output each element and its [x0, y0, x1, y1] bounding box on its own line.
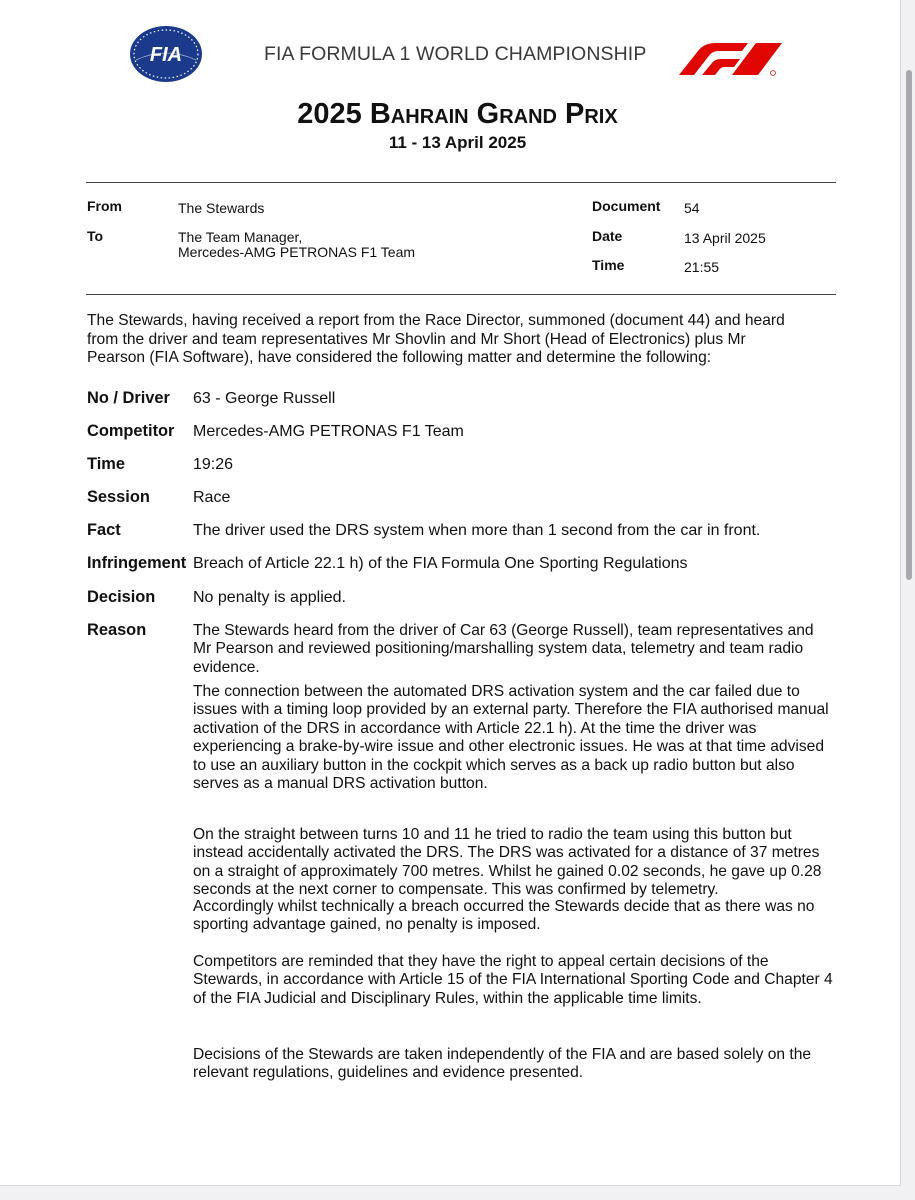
field-label-infringement: Infringement	[87, 554, 187, 572]
to-label: To	[87, 228, 104, 244]
from-label: From	[87, 198, 122, 214]
scrollbar[interactable]	[905, 0, 912, 1200]
field-label-time: Time	[87, 455, 125, 473]
reason-paragraph-1: The Stewards heard from the driver of Car 63 (George Russell), team representatives and Mr Pearson and reviewed positioning/marshalling system data, telemetry and team radio evidence.	[193, 622, 814, 676]
field-label-driver: No / Driver	[87, 389, 170, 407]
to-value-line-2: Mercedes-AMG PETRONAS F1 Team	[178, 244, 416, 260]
document-number: 54	[684, 200, 700, 216]
reason-paragraph-2: The connection between the automated DRS activation system and the car failed due to issues with a timing loop provided by an external party. Therefore the FIA authorised manual activation of the DRS in accordance with Article 22.1 h). At the time the driver was experiencing a brake-by-wire issue and other electronic issues. He was at that time advised to use an auxiliary button in the cockpit which serves as a back up radio button but also serves as a manual DRS activation button.	[193, 683, 829, 793]
field-value-session: Race	[193, 489, 231, 506]
field-label-fact: Fact	[87, 521, 121, 539]
event-title	[0, 98, 915, 131]
fia-logo	[128, 24, 204, 89]
from-value: The Stewards	[178, 200, 265, 216]
divider-top	[86, 182, 836, 183]
field-label-decision: Decision	[87, 588, 156, 606]
f1-logo	[676, 35, 786, 84]
field-value-decision: No penalty is applied.	[193, 589, 346, 606]
field-value-fact: The driver used the DRS system when more than 1 second from the car in front.	[193, 522, 761, 539]
reason-paragraph-4: Accordingly whilst technically a breach occurred the Stewards decide that as there was no sporting advantage gained, no penalty is imposed.	[193, 898, 815, 934]
field-label-competitor: Competitor	[87, 422, 175, 440]
to-value-line-1: The Team Manager,	[178, 229, 303, 245]
field-value-driver: 63 - George Russell	[193, 390, 336, 407]
field-label-reason: Reason	[87, 621, 147, 639]
reason-paragraph-3: On the straight between turns 10 and 11 he tried to radio the team using this button but instead accidentally activated the DRS. The DRS was activated for a distance of 37 metres on a straight of approximately 700 metres. Whilst he gained 0.02 seconds, he gave up 0.28 seconds at the next corner to compensate. This was confirmed by telemetry.	[193, 826, 822, 899]
appeal-notice: Competitors are reminded that they have the right to appeal certain decisions of the Stewards, in accordance with Article 15 of the FIA International Sporting Code and Chapter 4 of the FIA Judicial and Disciplinary Rules, within the applicable time limits.	[193, 953, 833, 1007]
event-year: 2025	[297, 98, 362, 130]
fia-logo-text: FIA	[149, 44, 183, 66]
document-header	[0, 22, 900, 86]
event-name: Bahrain Grand Prix	[369, 98, 618, 130]
field-value-competitor: Mercedes-AMG PETRONAS F1 Team	[193, 423, 464, 440]
scrollbar-thumb[interactable]	[906, 70, 912, 580]
field-label-session: Session	[87, 488, 150, 506]
championship-title: FIA FORMULA 1 WORLD CHAMPIONSHIP	[264, 43, 647, 65]
divider-bottom	[86, 294, 836, 295]
date-value: 13 April 2025	[684, 230, 766, 246]
field-value-time: 19:26	[193, 456, 234, 473]
date-label: Date	[592, 228, 623, 244]
field-value-infringement: Breach of Article 22.1 h) of the FIA Formula One Sporting Regulations	[193, 555, 688, 572]
time-value: 21:55	[684, 259, 720, 275]
independence-notice: Decisions of the Stewards are taken independently of the FIA and are based solely on the relevant regulations, guidelines and evidence presented.	[193, 1046, 812, 1082]
event-dates: 11 - 13 April 2025	[388, 133, 527, 152]
time-label: Time	[592, 257, 625, 273]
intro-paragraph: The Stewards, having received a report from the Race Director, summoned (document 44) and heard from the driver and team representatives Mr Shovlin and Mr Short (Head of Electronics) plus Mr Pearson (FIA Software), have considered the following matter and determine the following:	[87, 312, 785, 367]
document-label: Document	[592, 198, 661, 214]
